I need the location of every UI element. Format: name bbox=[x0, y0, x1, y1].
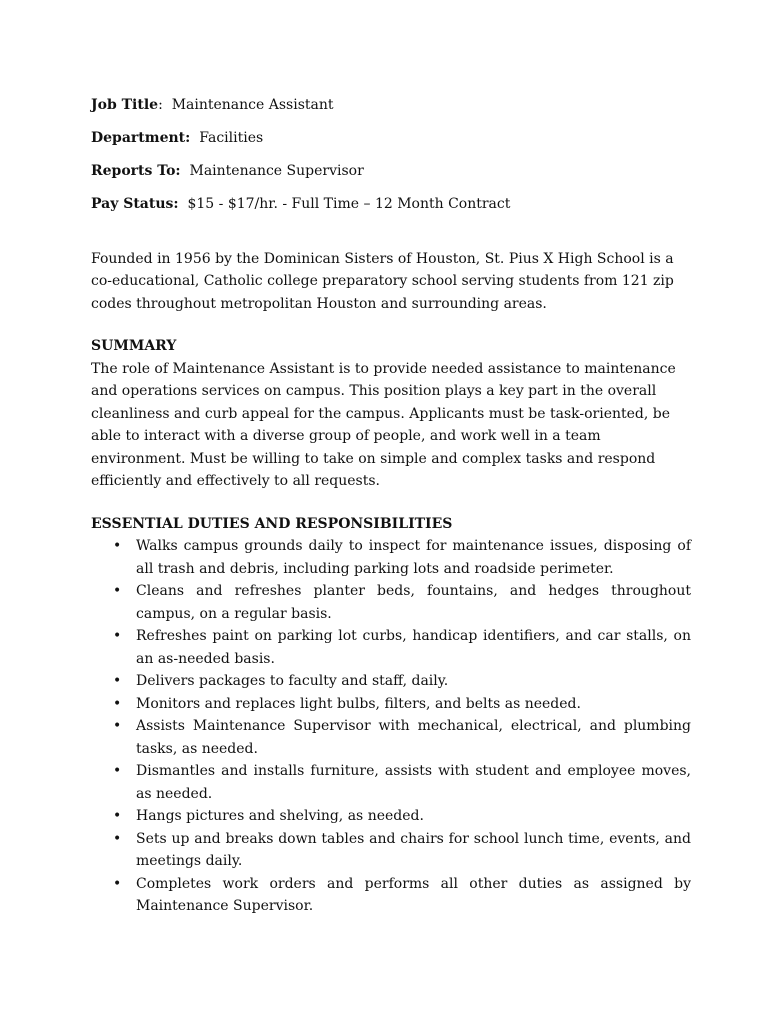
list-item bbox=[91, 580, 691, 625]
department-field bbox=[91, 127, 691, 150]
pay-status-label: Pay Status: bbox=[91, 196, 179, 212]
bullet-icon: • bbox=[113, 830, 122, 847]
duties-list bbox=[91, 535, 691, 918]
list-item bbox=[91, 670, 691, 693]
list-item bbox=[91, 693, 691, 716]
duty-text: Sets up and breaks down tables and chairs for school lunch time, events, and meetings daily. bbox=[136, 830, 691, 869]
list-item bbox=[91, 715, 691, 760]
department-label: Department: bbox=[91, 130, 191, 146]
list-item bbox=[91, 873, 691, 918]
bullet-icon: • bbox=[113, 628, 122, 644]
duty-text: Monitors and replaces light bulbs, filters, and belts as needed. bbox=[136, 695, 581, 712]
duty-text: Cleans and refreshes planter beds, fountains, and hedges throughout campus, on a regular basis. bbox=[136, 583, 691, 622]
reports-to-field bbox=[91, 160, 691, 183]
summary-heading: SUMMARY bbox=[91, 338, 177, 354]
duty-text: Dismantles and installs furniture, assists with student and employee moves, as needed. bbox=[136, 763, 691, 802]
list-item bbox=[91, 805, 691, 828]
document-body bbox=[91, 94, 691, 918]
duty-text: Assists Maintenance Supervisor with mechanical, electrical, and plumbing tasks, as needed. bbox=[136, 718, 691, 757]
intro-paragraph: Founded in 1956 by the Dominican Sisters of Houston, St. Pius X High School is a co-educational, Catholic college preparatory school serving students from 121 zip codes throughout metropolitan Houston and surrounding areas. bbox=[91, 250, 674, 312]
bullet-icon: • bbox=[113, 718, 122, 734]
reports-to-label: Reports To: bbox=[91, 163, 181, 179]
job-title-label: Job Title bbox=[91, 97, 159, 113]
pay-status-field bbox=[91, 193, 691, 216]
bullet-icon: • bbox=[113, 695, 122, 712]
bullet-icon: • bbox=[113, 583, 122, 599]
duty-text: Hangs pictures and shelving, as needed. bbox=[136, 808, 424, 824]
duty-text: Refreshes paint on parking lot curbs, handicap identifiers, and car stalls, on an as-needed basis. bbox=[136, 628, 691, 667]
bullet-icon: • bbox=[113, 538, 122, 554]
bullet-icon: • bbox=[113, 808, 122, 824]
bullet-icon: • bbox=[113, 673, 122, 689]
pay-status-value: $15 - $17/hr. - Full Time – 12 Month Contract bbox=[187, 196, 511, 212]
job-title-value: Maintenance Assistant bbox=[171, 97, 334, 113]
list-item bbox=[91, 535, 691, 580]
list-item bbox=[91, 828, 691, 873]
list-item bbox=[91, 625, 691, 670]
duty-text: Delivers packages to faculty and staff, daily. bbox=[136, 673, 449, 689]
duty-text: Completes work orders and performs all other duties as assigned by Maintenance Supervisor. bbox=[136, 875, 691, 914]
list-item bbox=[91, 760, 691, 805]
bullet-icon: • bbox=[113, 875, 122, 892]
summary-paragraph: The role of Maintenance Assistant is to provide needed assistance to maintenance and operations services on campus. This position plays a key part in the overall cleanliness and curb appeal for the campus. Applicants must be task-oriented, be able to interact with a diverse group of people, and work well in a team environment. Must be willing to take on simple and complex tasks and respond efficiently and effectively to all requests. bbox=[91, 360, 676, 489]
department-value: Facilities bbox=[199, 130, 264, 146]
reports-to-value: Maintenance Supervisor bbox=[189, 163, 364, 179]
bullet-icon: • bbox=[113, 763, 122, 779]
job-title-field: Job Title: Maintenance Assistant bbox=[91, 97, 334, 113]
duties-heading: ESSENTIAL DUTIES AND RESPONSIBILITIES bbox=[91, 515, 453, 532]
duty-text: Walks campus grounds daily to inspect for maintenance issues, disposing of all trash and debris, including parking lots and roadside perimeter. bbox=[136, 538, 691, 577]
